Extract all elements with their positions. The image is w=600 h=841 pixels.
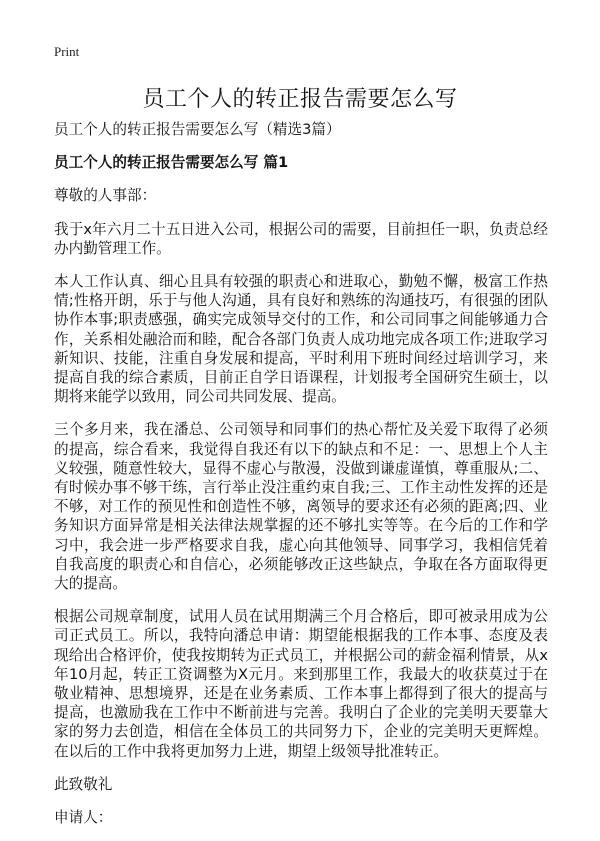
closing: 此致敬礼 xyxy=(54,775,113,793)
applicant-line: 申请人： xyxy=(54,809,113,827)
section-heading: 员工个人的转正报告需要怎么写 篇1 xyxy=(54,154,289,172)
document-subtitle: 员工个人的转正报告需要怎么写（精选3篇） xyxy=(54,121,341,138)
paragraph-4: 根据公司规章制度，试用人员在试用期满三个月合格后，即可被录用成为公司正式员工。所以，我特向潘总申请：期望能根据我的工作本事、态度及表现给出合格评价，使我按期转为正式员工，并根据公司的薪金福利情景，从x年10月起，转正工资调整为X元月。来到那里工作，我最大的收获莫过于在敬业精神、思想境界，还是在业务素质、工作本事上都得到了很大的提高与提高，也激励我在工作中不断前进与完善。我明白了企业的完美明天要靠大家的努力去创造，相信在全体员工的共同努力下，企业的完美明天更辉煌。在以后的工作中我将更加努力上进，期望上级领导批准转正。 xyxy=(54,608,548,760)
paragraph-3: 三个多月来，我在潘总、公司领导和同事们的热心帮忙及关爱下取得了必须的提高，综合看来，我觉得自我还有以下的缺点和不足：一、思想上个人主义较强，随意性较大，显得不虚心与散漫，没做到谦虚谨慎，尊重服从;二、有时候办事不够干练，言行举止没注重约束自我;三、工作主动性发挥的还是不够，对工作的预见性和创造性不够，离领导的要求还有必须的距离;四、业务知识方面异常是相关法律法规掌握的还不够扎实等等。在今后的工作和学习中，我会进一步严格要求自我，虚心向其他领导、同事学习，我相信凭着自我高度的职责心和自信心，必须能够改正这些缺点，争取在各方面取得更大的提高。 xyxy=(54,421,548,593)
paragraph-2: 本人工作认真、细心且具有较强的职责心和进取心，勤勉不懈，极富工作热情;性格开朗，乐于与他人沟通，具有良好和熟练的沟通技巧，有很强的团队协作本事;职责感强，确实完成领导交付的工作，和公司同事之间能够通力合作，关系相处融洽而和睦，配合各部门负责人成功地完成各项工作;进取学习新知识、技能，注重自身发展和提高，平时利用下班时间经过培训学习，来提高自我的综合素质，目前正自学日语课程，计划报考全国研究生硕士，以期将来能学以致用，同公司共同发展、提高。 xyxy=(54,273,548,406)
print-label: Print xyxy=(54,44,80,59)
salutation: 尊敬的人事部： xyxy=(54,187,157,205)
document-title: 员工个人的转正报告需要怎么写 xyxy=(142,87,458,112)
document-body xyxy=(54,120,548,841)
paragraph-1: 我于x年六月二十五日进入公司，根据公司的需要，目前担任一职，负责总经办内勤管理工作。 xyxy=(54,220,548,257)
